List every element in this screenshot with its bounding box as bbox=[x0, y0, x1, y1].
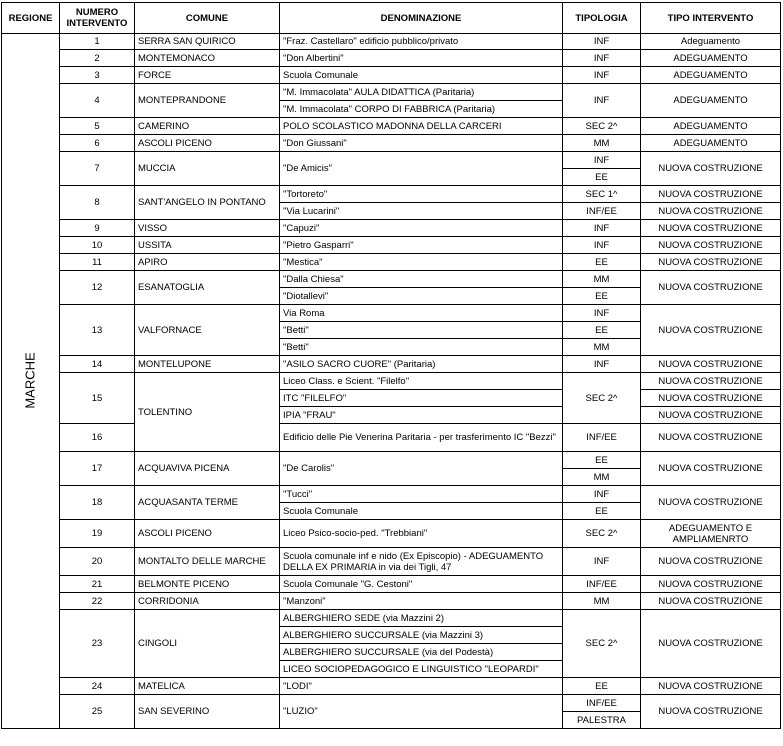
comune-cell: CAMERINO bbox=[135, 118, 280, 135]
header-row bbox=[2, 3, 781, 34]
tipo-intervento-cell: NUOVA COSTRUZIONE bbox=[641, 237, 781, 254]
comune-cell: ACQUASANTA TERME bbox=[135, 486, 280, 520]
comune-cell: MONTELUPONE bbox=[135, 356, 280, 373]
intervento-number: 8 bbox=[60, 186, 135, 220]
comune-cell: ASCOLI PICENO bbox=[135, 520, 280, 548]
table-row bbox=[2, 67, 781, 84]
denominazione-cell: "ASILO SACRO CUORE" (Paritaria) bbox=[280, 356, 563, 373]
tipo-intervento-cell: NUOVA COSTRUZIONE bbox=[641, 486, 781, 520]
denominazione-cell: "Betti" bbox=[280, 339, 563, 356]
table-row bbox=[2, 118, 781, 135]
denominazione-cell: "Fraz. Castellaro" edificio pubblico/privato bbox=[280, 34, 563, 50]
intervento-number: 11 bbox=[60, 254, 135, 271]
denominazione-cell: IPIA "FRAU" bbox=[280, 407, 563, 424]
intervento-number: 10 bbox=[60, 237, 135, 254]
tipologia-cell: INF bbox=[563, 220, 641, 237]
tipologia-cell: MM bbox=[563, 135, 641, 152]
table-row bbox=[2, 424, 781, 452]
denominazione-cell: ITC "FILELFO" bbox=[280, 390, 563, 407]
tipologia-cell: INF bbox=[563, 356, 641, 373]
tipologia-cell: MM bbox=[563, 339, 641, 356]
denominazione-cell: "Diotallevi" bbox=[280, 288, 563, 305]
intervento-number: 23 bbox=[60, 610, 135, 678]
tipologia-cell: SEC 2^ bbox=[563, 610, 641, 678]
tipo-intervento-cell: ADEGUAMENTO E AMPLIAMENRTO bbox=[641, 520, 781, 548]
tipo-intervento-cell: NUOVA COSTRUZIONE bbox=[641, 390, 781, 407]
table-row bbox=[2, 237, 781, 254]
intervento-number: 5 bbox=[60, 118, 135, 135]
tipologia-cell: INF/EE bbox=[563, 203, 641, 220]
comune-cell: CORRIDONIA bbox=[135, 593, 280, 610]
table-row bbox=[2, 34, 781, 50]
denominazione-cell: "Don Giussani" bbox=[280, 135, 563, 152]
comune-cell: CINGOLI bbox=[135, 610, 280, 678]
tipo-intervento-cell: ADEGUAMENTO bbox=[641, 50, 781, 67]
tipologia-cell: MM bbox=[563, 271, 641, 288]
table-row bbox=[2, 373, 781, 390]
tipologia-cell: PALESTRA bbox=[563, 712, 641, 729]
denominazione-cell: Liceo Class. e Scient. "Filelfo" bbox=[280, 373, 563, 390]
table-row bbox=[2, 610, 781, 627]
comune-cell: MONTEMONACO bbox=[135, 50, 280, 67]
tipo-intervento-cell: NUOVA COSTRUZIONE bbox=[641, 305, 781, 356]
intervento-number: 2 bbox=[60, 50, 135, 67]
table-row bbox=[2, 220, 781, 237]
table-row bbox=[2, 50, 781, 67]
tipologia-cell: EE bbox=[563, 452, 641, 469]
denominazione-cell: "Manzoni" bbox=[280, 593, 563, 610]
tipologia-cell: INF bbox=[563, 34, 641, 50]
intervento-number: 15 bbox=[60, 373, 135, 424]
tipo-intervento-cell: NUOVA COSTRUZIONE bbox=[641, 452, 781, 486]
denominazione-cell: "Tucci" bbox=[280, 486, 563, 503]
tipologia-cell: INF/EE bbox=[563, 424, 641, 452]
tipo-intervento-cell: NUOVA COSTRUZIONE bbox=[641, 610, 781, 678]
tipologia-cell: SEC 2^ bbox=[563, 373, 641, 424]
comune-cell: BELMONTE PICENO bbox=[135, 576, 280, 593]
comune-cell: SANT'ANGELO IN PONTANO bbox=[135, 186, 280, 220]
header-regione: REGIONE bbox=[2, 3, 60, 34]
denominazione-cell: "De Amicis" bbox=[280, 152, 563, 186]
intervento-number: 12 bbox=[60, 271, 135, 305]
tipologia-cell: EE bbox=[563, 254, 641, 271]
tipologia-cell: INF bbox=[563, 486, 641, 503]
comune-cell: ACQUAVIVA PICENA bbox=[135, 452, 280, 486]
header-numero: NUMERO INTERVENTO bbox=[60, 3, 135, 34]
tipo-intervento-cell: NUOVA COSTRUZIONE bbox=[641, 220, 781, 237]
denominazione-cell: Scuola comunale inf e nido (Ex Episcopio) - ADEGUAMENTO DELLA EX PRIMARIA in via dei Tigli, 47 bbox=[280, 548, 563, 576]
intervento-number: 16 bbox=[60, 424, 135, 452]
comune-cell: TOLENTINO bbox=[135, 373, 280, 452]
tipo-intervento-cell: NUOVA COSTRUZIONE bbox=[641, 203, 781, 220]
intervento-number: 13 bbox=[60, 305, 135, 356]
denominazione-cell: "Capuzi" bbox=[280, 220, 563, 237]
table-row bbox=[2, 254, 781, 271]
tipo-intervento-cell: NUOVA COSTRUZIONE bbox=[641, 152, 781, 186]
region-label: MARCHE bbox=[23, 351, 38, 409]
table-row bbox=[2, 152, 781, 169]
denominazione-cell: "De Carolis" bbox=[280, 452, 563, 486]
tipo-intervento-cell: NUOVA COSTRUZIONE bbox=[641, 373, 781, 390]
tipologia-cell: INF bbox=[563, 67, 641, 84]
tipo-intervento-cell: NUOVA COSTRUZIONE bbox=[641, 356, 781, 373]
denominazione-cell: "LUZIO" bbox=[280, 695, 563, 729]
tipo-intervento-cell: NUOVA COSTRUZIONE bbox=[641, 678, 781, 695]
comune-cell: VISSO bbox=[135, 220, 280, 237]
intervento-number: 19 bbox=[60, 520, 135, 548]
table-row bbox=[2, 695, 781, 712]
tipo-intervento-cell: NUOVA COSTRUZIONE bbox=[641, 593, 781, 610]
comune-cell: MONTALTO DELLE MARCHE bbox=[135, 548, 280, 576]
intervento-number: 21 bbox=[60, 576, 135, 593]
denominazione-cell: Scuola Comunale bbox=[280, 67, 563, 84]
interventions-table bbox=[1, 2, 781, 729]
denominazione-cell: "Dalla Chiesa" bbox=[280, 271, 563, 288]
tipologia-cell: EE bbox=[563, 288, 641, 305]
tipo-intervento-cell: NUOVA COSTRUZIONE bbox=[641, 254, 781, 271]
header-denominazione: DENOMINAZIONE bbox=[280, 3, 563, 34]
table-body bbox=[2, 34, 781, 729]
comune-cell: MUCCIA bbox=[135, 152, 280, 186]
tipologia-cell: EE bbox=[563, 322, 641, 339]
table-row bbox=[2, 593, 781, 610]
tipologia-cell: INF bbox=[563, 237, 641, 254]
table-row bbox=[2, 678, 781, 695]
tipo-intervento-cell: NUOVA COSTRUZIONE bbox=[641, 424, 781, 452]
comune-cell: VALFORNACE bbox=[135, 305, 280, 356]
tipologia-cell: EE bbox=[563, 503, 641, 520]
table-row bbox=[2, 356, 781, 373]
tipologia-cell: INF bbox=[563, 548, 641, 576]
tipo-intervento-cell: ADEGUAMENTO bbox=[641, 84, 781, 118]
comune-cell: ASCOLI PICENO bbox=[135, 135, 280, 152]
tipologia-cell: MM bbox=[563, 469, 641, 486]
intervento-number: 7 bbox=[60, 152, 135, 186]
table-row bbox=[2, 271, 781, 288]
tipo-intervento-cell: NUOVA COSTRUZIONE bbox=[641, 576, 781, 593]
region-cell bbox=[2, 34, 60, 729]
table-row bbox=[2, 520, 781, 548]
tipo-intervento-cell: NUOVA COSTRUZIONE bbox=[641, 695, 781, 729]
intervento-number: 3 bbox=[60, 67, 135, 84]
intervento-number: 4 bbox=[60, 84, 135, 118]
denominazione-cell: ALBERGHIERO SEDE (via Mazzini 2) bbox=[280, 610, 563, 627]
tipo-intervento-cell: NUOVA COSTRUZIONE bbox=[641, 407, 781, 424]
tipologia-cell: INF bbox=[563, 305, 641, 322]
header-comune: COMUNE bbox=[135, 3, 280, 34]
table-row bbox=[2, 84, 781, 101]
tipologia-cell: EE bbox=[563, 169, 641, 186]
denominazione-cell: Scuola Comunale "G. Cestoni" bbox=[280, 576, 563, 593]
tipo-intervento-cell: NUOVA COSTRUZIONE bbox=[641, 271, 781, 305]
table-row bbox=[2, 486, 781, 503]
intervento-number: 18 bbox=[60, 486, 135, 520]
table-row bbox=[2, 452, 781, 469]
table-row bbox=[2, 135, 781, 152]
intervento-number: 17 bbox=[60, 452, 135, 486]
comune-cell: SAN SEVERINO bbox=[135, 695, 280, 729]
intervento-number: 20 bbox=[60, 548, 135, 576]
comune-cell: SERRA SAN QUIRICO bbox=[135, 34, 280, 50]
intervento-number: 1 bbox=[60, 34, 135, 50]
comune-cell: ESANATOGLIA bbox=[135, 271, 280, 305]
tipologia-cell: EE bbox=[563, 678, 641, 695]
intervento-number: 25 bbox=[60, 695, 135, 729]
table-row bbox=[2, 576, 781, 593]
denominazione-cell: "Tortoreto" bbox=[280, 186, 563, 203]
tipologia-cell: INF/EE bbox=[563, 695, 641, 712]
table-row bbox=[2, 548, 781, 576]
denominazione-cell: "Pietro Gasparri" bbox=[280, 237, 563, 254]
tipologia-cell: INF bbox=[563, 84, 641, 118]
comune-cell: MONTEPRANDONE bbox=[135, 84, 280, 118]
tipologia-cell: MM bbox=[563, 593, 641, 610]
tipologia-cell: INF bbox=[563, 152, 641, 169]
header-tipologia: TIPOLOGIA bbox=[563, 3, 641, 34]
denominazione-cell: LICEO SOCIOPEDAGOGICO E LINGUISTICO "LEOPARDI" bbox=[280, 661, 563, 678]
tipo-intervento-cell: ADEGUAMENTO bbox=[641, 67, 781, 84]
denominazione-cell: ALBERGHIERO SUCCURSALE (via del Podestà) bbox=[280, 644, 563, 661]
tipologia-cell: INF/EE bbox=[563, 576, 641, 593]
tipologia-cell: SEC 2^ bbox=[563, 118, 641, 135]
table-row bbox=[2, 305, 781, 322]
tipo-intervento-cell: NUOVA COSTRUZIONE bbox=[641, 186, 781, 203]
comune-cell: APIRO bbox=[135, 254, 280, 271]
denominazione-cell: "Don Albertini" bbox=[280, 50, 563, 67]
table-row bbox=[2, 186, 781, 203]
comune-cell: FORCE bbox=[135, 67, 280, 84]
intervento-number: 9 bbox=[60, 220, 135, 237]
intervento-number: 24 bbox=[60, 678, 135, 695]
denominazione-cell: POLO SCOLASTICO MADONNA DELLA CARCERI bbox=[280, 118, 563, 135]
denominazione-cell: ALBERGHIERO SUCCURSALE (via Mazzini 3) bbox=[280, 627, 563, 644]
denominazione-cell: "M. Immacolata" CORPO DI FABBRICA (Paritaria) bbox=[280, 101, 563, 118]
denominazione-cell: Edificio delle Pie Venerina Paritaria - per trasferimento IC "Bezzi" bbox=[280, 424, 563, 452]
denominazione-cell: "Betti" bbox=[280, 322, 563, 339]
header-tipo-intervento: TIPO INTERVENTO bbox=[641, 3, 781, 34]
tipo-intervento-cell: ADEGUAMENTO bbox=[641, 135, 781, 152]
intervento-number: 22 bbox=[60, 593, 135, 610]
comune-cell: USSITA bbox=[135, 237, 280, 254]
intervento-number: 14 bbox=[60, 356, 135, 373]
tipologia-cell: INF bbox=[563, 50, 641, 67]
tipo-intervento-cell: ADEGUAMENTO bbox=[641, 118, 781, 135]
denominazione-cell: Scuola Comunale bbox=[280, 503, 563, 520]
tipo-intervento-cell: Adeguamento bbox=[641, 34, 781, 50]
denominazione-cell: "Mestica" bbox=[280, 254, 563, 271]
denominazione-cell: Via Roma bbox=[280, 305, 563, 322]
tipologia-cell: SEC 1^ bbox=[563, 186, 641, 203]
denominazione-cell: "M. Immacolata" AULA DIDATTICA (Paritaria) bbox=[280, 84, 563, 101]
comune-cell: MATELICA bbox=[135, 678, 280, 695]
denominazione-cell: "LODI" bbox=[280, 678, 563, 695]
intervento-number: 6 bbox=[60, 135, 135, 152]
tipo-intervento-cell: NUOVA COSTRUZIONE bbox=[641, 548, 781, 576]
denominazione-cell: Liceo Psico-socio-ped. "Trebbiani" bbox=[280, 520, 563, 548]
tipologia-cell: SEC 2^ bbox=[563, 520, 641, 548]
denominazione-cell: "Via Lucarini" bbox=[280, 203, 563, 220]
